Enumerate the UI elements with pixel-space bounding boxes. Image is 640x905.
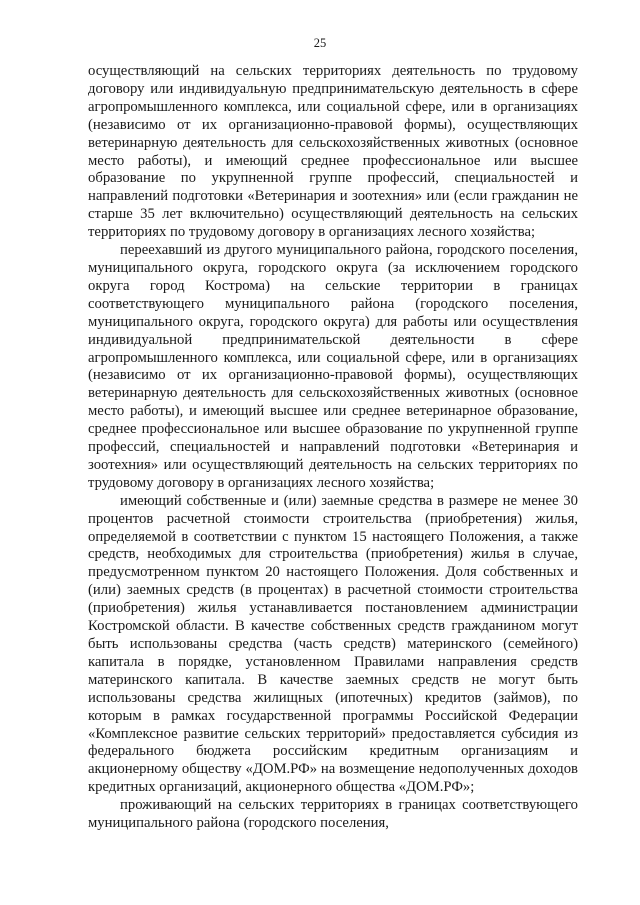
page-number: 25 [313, 36, 327, 50]
document-body [88, 63, 578, 833]
paragraph-relocated: переехавший из другого муниципального района, городского поселения, муниципального округа, городского округа (за исключением городского округа город Кострома) на сельские территории в границах соответствующего муниципального района (городского поселения, муниципального округа, городского округа) для работы или осуществления индивидуальной предпринимательской деятельности в сфере агропромышленного комплекса, или социальной сфере, или в организациях (независимо от их организационно-правовой формы), осуществляющих ветеринарную деятельность для сельскохозяйственных животных (основное место работы), и имеющий высшее или среднее ветеринарное образование, среднее профессиональное или высшее образование по укрупненной группе профессий, специальностей и направлений подготовки «Ветеринария и зоотехния» или осуществляющий деятельность на сельских территориях по трудовому договору в организациях лесного хозяйства; [88, 242, 578, 491]
paragraph-own-funds: имеющий собственные и (или) заемные средства в размере не менее 30 процентов расчетной стоимости строительства (приобретения) жилья, определяемой в соответствии с пунктом 15 настоящего Положения, а также средств, необходимых для строительства (приобретения) жилья в случае, предусмотренном пунктом 20 настоящего Положения. Доля собственных и (или) заемных средств (в процентах) в расчетной стоимости строительства (приобретения) жилья устанавливается постановлением администрации Костромской области. В качестве собственных средств гражданином могут быть использованы средства (часть средств) материнского (семейного) капитала в порядке, установленном Правилами направления средств материнского капитала. В качестве заемных средств не могут быть использованы средства жилищных (ипотечных) кредитов (займов), по которым в рамках государственной программы Российской Федерации «Комплексное развитие сельских территорий» предоставляется субсидия из федерального бюджета российским кредитным организациям и акционерному обществу «ДОМ.РФ» на возмещение недополученных доходов кредитных организаций, акционерного общества «ДОМ.РФ»; [88, 492, 578, 796]
paragraph-residing: проживающий на сельских территориях в границах соответствующего муниципального района (городского поселения, [88, 797, 578, 832]
paragraph-continuation: осуществляющий на сельских территориях деятельность по трудовому договору или индивидуальную предпринимательскую деятельность в сфере агропромышленного комплекса, или социальной сфере, или в организациях (независимо от их организационно-правовой формы), осуществляющих ветеринарную деятельность для сельскохозяйственных животных (основное место работы), и имеющий среднее профессиональное или высшее образование по укрупненной группе профессий, специальностей и направлений подготовки «Ветеринария и зоотехния» или (если гражданин не старше 35 лет включительно) осуществляющий деятельность на сельских территориях по трудовому договору в организациях лесного хозяйства; [88, 63, 578, 241]
